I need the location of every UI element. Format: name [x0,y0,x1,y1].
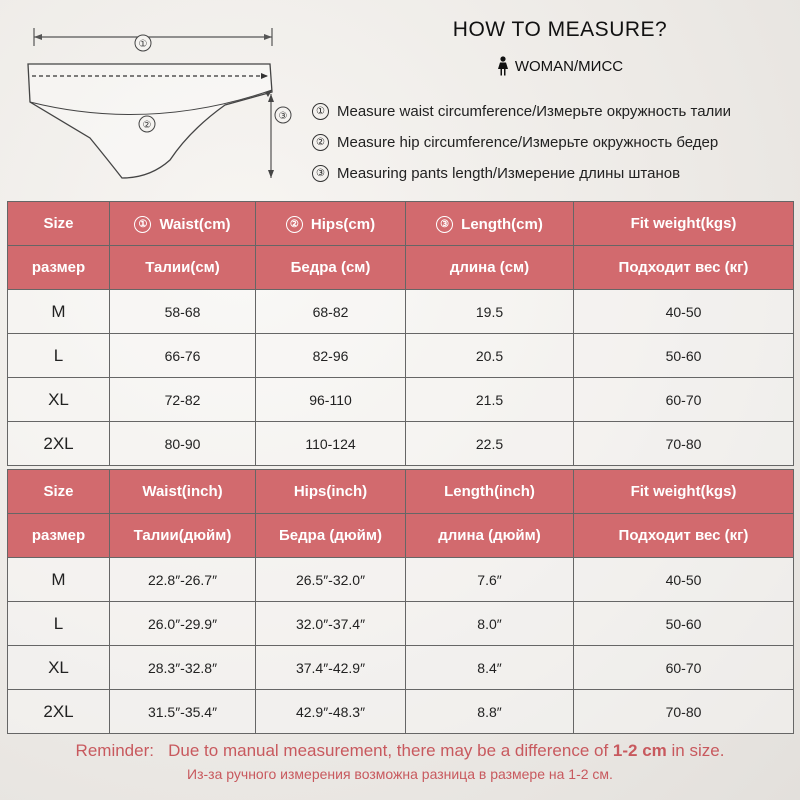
table-header-row-ru [8,514,794,558]
header-cell: ③ Length(cm) [406,202,574,246]
step-number: ② [286,216,303,233]
table-cell: 26.0″-29.9″ [110,602,256,646]
step-number: ③ [436,216,453,233]
table-cell: 68-82 [256,290,406,334]
step-number: ③ [312,165,329,182]
instruction-text: Measure hip circumference/Измерьте окружность бедер [337,134,719,151]
header-cell: Length(inch) [406,470,574,514]
header-cell: Талии(дюйм) [110,514,256,558]
header-cell: Size [8,470,110,514]
header-cell: Size [8,202,110,246]
table-row [8,602,794,646]
table-cell: 8.8″ [406,690,574,734]
size-cell: XL [8,646,110,690]
header-cell: Бедра (дюйм) [256,514,406,558]
instruction-text: Measuring pants length/Измерение длины штанов [337,165,681,182]
table-cell: 8.0″ [406,602,574,646]
size-cell: 2XL [8,690,110,734]
table-cell: 8.4″ [406,646,574,690]
table-cell: 42.9″-48.3″ [256,690,406,734]
marker-2: ② [142,120,152,131]
table-header-row [8,470,794,514]
size-cell: L [8,334,110,378]
table-cell: 66-76 [110,334,256,378]
reminder-note [0,741,800,761]
instruction-item [312,127,792,158]
header-cell: Подходит вес (кг) [574,514,794,558]
table-cell: 72-82 [110,378,256,422]
table-cell: 82-96 [256,334,406,378]
size-table-inch [7,469,794,734]
header-cell: длина (см) [406,246,574,290]
header-cell: Hips(inch) [256,470,406,514]
reminder-highlight: 1-2 cm [612,741,667,760]
size-cell: M [8,558,110,602]
table-cell: 22.8″-26.7″ [110,558,256,602]
size-cell: L [8,602,110,646]
table-row [8,334,794,378]
header-cell: длина (дюйм) [406,514,574,558]
table-cell: 58-68 [110,290,256,334]
header-cell: Подходит вес (кг) [574,246,794,290]
table-cell: 19.5 [406,290,574,334]
table-cell: 40-50 [574,558,794,602]
reminder-note-ru: Из-за ручного измерения возможна разница в размере на 1-2 см. [187,766,613,782]
table-cell: 20.5 [406,334,574,378]
step-number: ② [312,134,329,151]
table-row [8,378,794,422]
header-cell: ② Hips(cm) [256,202,406,246]
table-cell: 22.5 [406,422,574,466]
size-cell: M [8,290,110,334]
reminder-text-before: Due to manual measurement, there may be a difference of [168,741,609,760]
table-cell: 31.5″-35.4″ [110,690,256,734]
table-cell: 40-50 [574,290,794,334]
table-cell: 50-60 [574,602,794,646]
table-row [8,690,794,734]
table-cell: 32.0″-37.4″ [256,602,406,646]
step-number: ① [134,216,151,233]
table-header-row-ru [8,246,794,290]
reminder-label: Reminder: [75,741,154,760]
size-cell: XL [8,378,110,422]
page-title: HOW TO MEASURE? [452,18,668,41]
table-row [8,646,794,690]
table-cell: 50-60 [574,334,794,378]
instruction-list [312,96,792,189]
header-cell: Waist(inch) [110,470,256,514]
header-cell: Fit weight(kgs) [574,470,794,514]
table-row [8,558,794,602]
table-header-row [8,202,794,246]
table-cell: 60-70 [574,646,794,690]
instruction-item [312,158,792,189]
table-cell: 60-70 [574,378,794,422]
table-cell: 26.5″-32.0″ [256,558,406,602]
woman-figure-icon [497,56,509,76]
table-cell: 80-90 [110,422,256,466]
table-cell: 96-110 [256,378,406,422]
table-cell: 110-124 [256,422,406,466]
marker-1: ① [138,39,148,50]
table-row [8,422,794,466]
header-cell: размер [8,246,110,290]
instruction-text: Measure waist circumference/Измерьте окружность талии [337,103,732,120]
table-cell: 70-80 [574,422,794,466]
measure-guide [0,0,800,200]
table-cell: 70-80 [574,690,794,734]
header-cell: Fit weight(kgs) [574,202,794,246]
header-cell: ① Waist(cm) [110,202,256,246]
table-cell: 21.5 [406,378,574,422]
marker-3: ③ [278,111,288,122]
subtitle [330,56,790,76]
panties-measure-diagram [20,20,300,195]
table-cell: 28.3″-32.8″ [110,646,256,690]
table-cell: 37.4″-42.9″ [256,646,406,690]
subtitle-text: WOMAN/МИСС [514,57,624,75]
reminder-text-after: in size. [671,741,725,760]
instruction-item [312,96,792,127]
header-cell: Бедра (см) [256,246,406,290]
header-cell: Талии(см) [110,246,256,290]
header-cell: размер [8,514,110,558]
size-table-cm [7,201,794,466]
size-cell: 2XL [8,422,110,466]
step-number: ① [312,103,329,120]
table-cell: 7.6″ [406,558,574,602]
table-row [8,290,794,334]
